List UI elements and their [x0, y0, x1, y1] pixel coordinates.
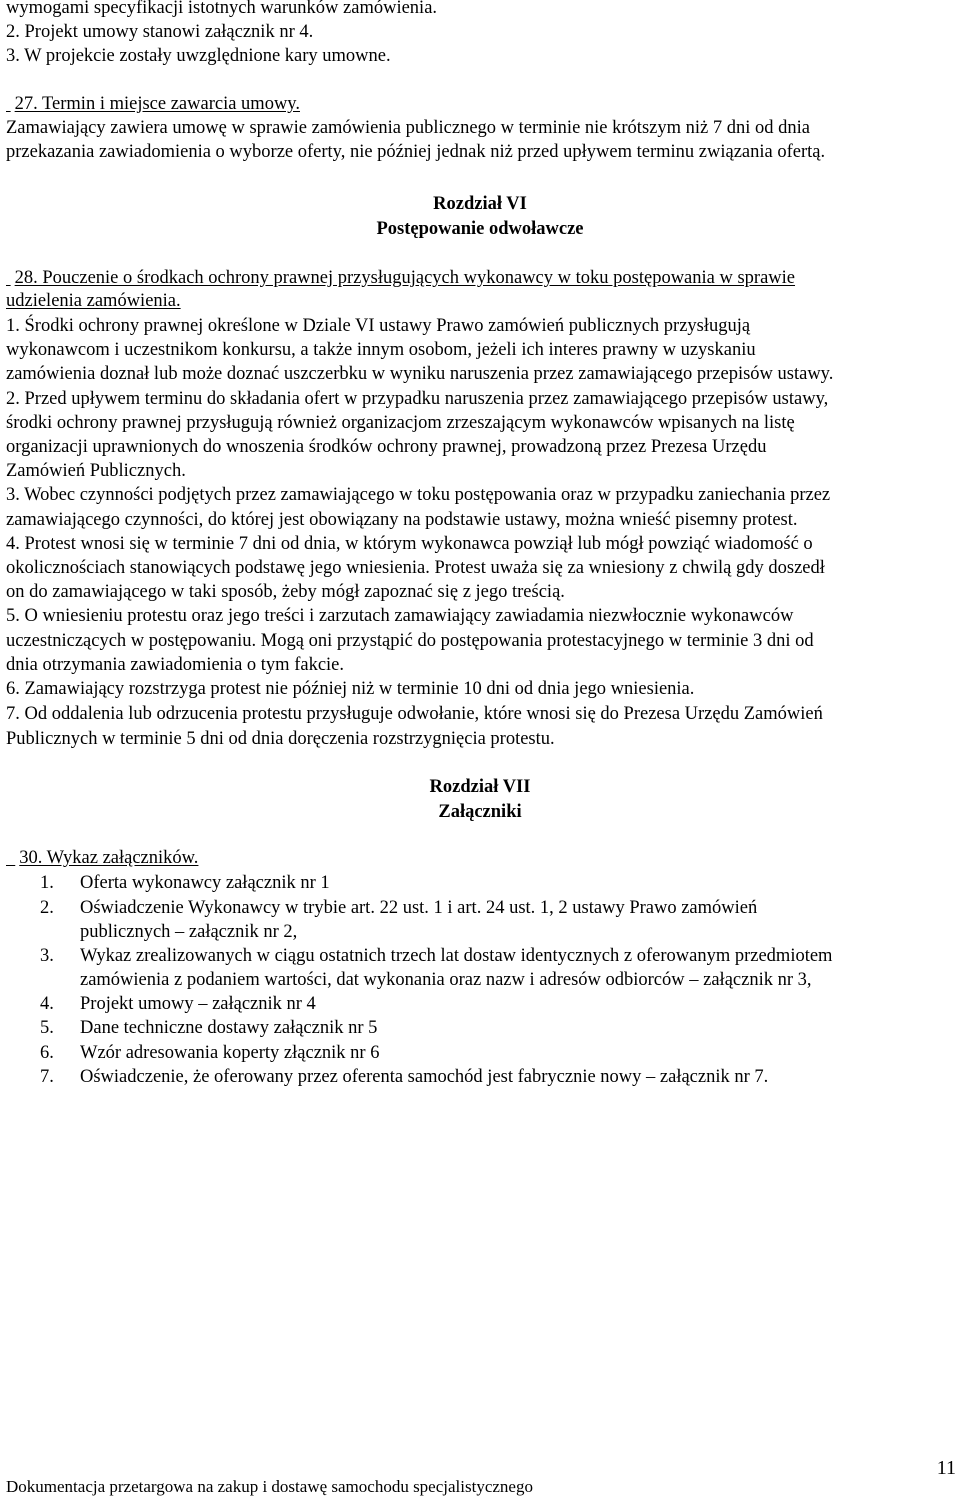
list-item-text: Wykaz zrealizowanych w ciągu ostatnich trzech lat dostaw identycznych z oferowanym przedmiotem — [80, 946, 833, 966]
chapter-7-subtitle: Załączniki — [438, 802, 522, 822]
text-line: 6. Zamawiający rozstrzyga protest nie później niż w terminie 10 dni od dnia jego wniesienia. — [6, 679, 695, 699]
text-line: Zamawiający zawiera umowę w sprawie zamówienia publicznego w terminie nie krótszym niż 7 dni od dnia — [6, 118, 810, 138]
list-item-number: 3. — [40, 946, 54, 966]
section-sign-icon — [6, 94, 11, 114]
section-sign-icon — [6, 268, 11, 288]
text-line: wykonawcom i uczestnikom konkursu, a także innym osobom, jeżeli ich interes prawny w uzyskaniu — [6, 340, 756, 360]
text-line: organizacji uprawnionych do wnoszenia środków ochrony prawnej, prowadzoną przez Prezesa Urzędu — [6, 437, 767, 457]
section-28-heading: 28. Pouczenie o środkach ochrony prawnej przysługujących wykonawcy w toku postępowania w sprawie — [6, 266, 795, 290]
page-footer: Dokumentacja przetargowa na zakup i dostawę samochodu specjalistycznego — [6, 1477, 533, 1496]
list-item-number: 6. — [40, 1043, 54, 1063]
text-line: zamawiającego czynności, do której jest obowiązany na podstawie ustawy, można wnieść pisemny protest. — [6, 510, 798, 530]
section-30-heading: 30. Wykaz załączników. — [6, 846, 198, 870]
text-line: 7. Od oddalenia lub odrzucenia protestu przysługuje odwołanie, które wnosi się do Prezesa Urzędu Zamówień — [6, 704, 823, 724]
list-item-text: Oświadczenie Wykonawcy w trybie art. 22 ust. 1 i art. 24 ust. 1, 2 ustawy Prawo zamówień — [80, 898, 758, 918]
list-item-text: Wzór adresowania koperty złącznik nr 6 — [80, 1043, 380, 1063]
chapter-7-title: Rozdział VII — [429, 777, 531, 797]
text-line: okolicznościach stanowiących podstawę jego wniesienia. Protest uważa się za wniesiony z chwilą gdy doszedł — [6, 558, 825, 578]
list-item-number: 1. — [40, 873, 54, 893]
text-line: 3. W projekcie zostały uwzględnione kary umowne. — [6, 46, 391, 66]
text-line: Zamówień Publicznych. — [6, 461, 186, 481]
list-item-text: Dane techniczne dostawy załącznik nr 5 — [80, 1018, 378, 1038]
list-item-continued: zamówienia z podaniem wartości, dat wykonania oraz nazw i adresów odbiorców – załącznik nr 3, — [80, 970, 812, 990]
chapter-6-subtitle: Postępowanie odwoławcze — [376, 219, 584, 239]
text-line: 1. Środki ochrony prawnej określone w Dziale VI ustawy Prawo zamówień publicznych przysługują — [6, 316, 751, 336]
text-line: 5. O wniesieniu protestu oraz jego treści i zarzutach zamawiający zawiadamia niezwłocznie wykonawców — [6, 606, 794, 626]
text-line: 2. Przed upływem terminu do składania ofert w przypadku naruszenia przez zamawiającego przepisów ustawy, — [6, 389, 829, 409]
list-item-number: 2. — [40, 898, 54, 918]
text-line: przekazania zawiadomienia o wyborze oferty, nie później jednak niż przed upływem terminu związania ofertą. — [6, 142, 826, 162]
text-line: dnia otrzymania zawiadomienia o tym fakcie. — [6, 655, 345, 675]
section-28-heading-continued: udzielenia zamówienia. — [6, 291, 181, 311]
list-item-continued: publicznych – załącznik nr 2, — [80, 922, 298, 942]
list-item-number: 5. — [40, 1018, 54, 1038]
chapter-6-title: Rozdział VI — [433, 194, 527, 214]
list-item-number: 7. — [40, 1067, 54, 1087]
text-line: 4. Protest wnosi się w terminie 7 dni od dnia, w którym wykonawca powziął lub mógł powziąć wiadomość o — [6, 534, 813, 554]
text-line: uczestniczących w postępowaniu. Mogą oni przystąpić do postępowania protestacyjnego w terminie 3 dni od — [6, 631, 814, 651]
text-line: środki ochrony prawnej przysługują również organizacjom zrzeszającym wykonawców wpisanych na listę — [6, 413, 795, 433]
text-line: wymogami specyfikacji istotnych warunków zamówienia. — [6, 0, 438, 18]
text-line: 2. Projekt umowy stanowi załącznik nr 4. — [6, 22, 314, 42]
text-line: Publicznych w terminie 5 dni od dnia doręczenia rozstrzygnięcia protestu. — [6, 729, 555, 749]
list-item-number: 4. — [40, 994, 54, 1014]
text-line: zamówienia doznał lub może doznać uszczerbku w wyniku naruszenia przez zamawiającego przepisów ustawy. — [6, 364, 834, 384]
section-sign-icon — [6, 848, 15, 868]
page-number: 11 — [936, 1457, 956, 1479]
list-item-text: Oferta wykonawcy załącznik nr 1 — [80, 873, 330, 893]
text-line: 3. Wobec czynności podjętych przez zamawiającego w toku postępowania oraz w przypadku zaniechania przez — [6, 485, 831, 505]
section-27-heading: 27. Termin i miejsce zawarcia umowy. — [6, 92, 300, 116]
text-line: on do zamawiającego w taki sposób, żeby mógł zapoznać się z jego treścią. — [6, 582, 565, 602]
list-item-text: Projekt umowy – załącznik nr 4 — [80, 994, 316, 1014]
list-item-text: Oświadczenie, że oferowany przez oferenta samochód jest fabrycznie nowy – załącznik nr 7. — [80, 1067, 769, 1087]
